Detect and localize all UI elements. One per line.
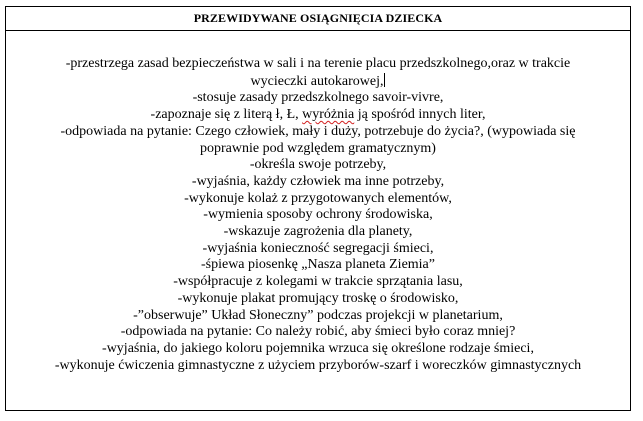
outcome-line: -współpracuje z kolegami w trakcie sprzątania lasu, [173, 274, 463, 290]
outcome-line: -wykonuje plakat promujący troskę o środowisko, [177, 290, 459, 306]
outcome-text: ją spośród innych liter, [354, 107, 486, 123]
outcome-line: -śpiewa piosenkę „Nasza planeta Ziemia” [200, 257, 435, 273]
outcome-line: -stosuje zasady przedszkolnego savoir-vivre, [192, 90, 444, 106]
outcome-line [6, 73, 630, 91]
outcome-line: -wykonuje kolaż z przygotowanych elementów, [184, 190, 452, 206]
outcome-line: -odpowiada na pytanie: Co należy robić, aby śmieci było coraz mniej? [120, 324, 516, 340]
outcome-line: poprawnie pod względem gramatycznym) [200, 140, 436, 156]
outcome-line: -wyjaśnia, do jakiego koloru pojemnika wrzuca się określone rodzaje śmieci, [102, 340, 534, 356]
spellcheck-word: wyróżnia [302, 107, 355, 123]
outcome-text: -zapoznaje się z literą ł, Ł, [150, 107, 303, 123]
outcomes-table [5, 6, 631, 411]
outcome-line: -wskazuje zagrożenia dla planety, [223, 224, 413, 240]
outcome-text: wycieczki autokarowej, [250, 73, 384, 89]
outcome-line: -określa swoje potrzeby, [249, 157, 387, 173]
outcomes-list[interactable] [6, 31, 630, 374]
outcome-line: -wyjaśnia konieczność segregacji śmieci, [202, 240, 434, 256]
outcome-line: -wymienia sposoby ochrony środowiska, [203, 207, 433, 223]
outcome-line: -wyjaśnia, każdy człowiek ma inne potrzeby, [191, 173, 445, 189]
table-header: PRZEWIDYWANE OSIĄGNIĘCIA DZIECKA [6, 7, 630, 31]
outcome-line [6, 107, 630, 124]
text-cursor [384, 73, 385, 87]
outcome-line: -”obserwuje” Układ Słoneczny” podczas projekcji w planetarium, [133, 307, 503, 323]
outcome-line: -wykonuje ćwiczenia gimnastyczne z użyciem przyborów-szarf i woreczków gimnastycznych [54, 357, 582, 373]
outcome-line: -odpowiada na pytanie: Czego człowiek, mały i duży, potrzebuje do życia?, (wypowiada się [60, 123, 576, 139]
outcome-line: -przestrzega zasad bezpieczeństwa w sali i na terenie placu przedszkolnego,oraz w trakcie [65, 56, 571, 71]
